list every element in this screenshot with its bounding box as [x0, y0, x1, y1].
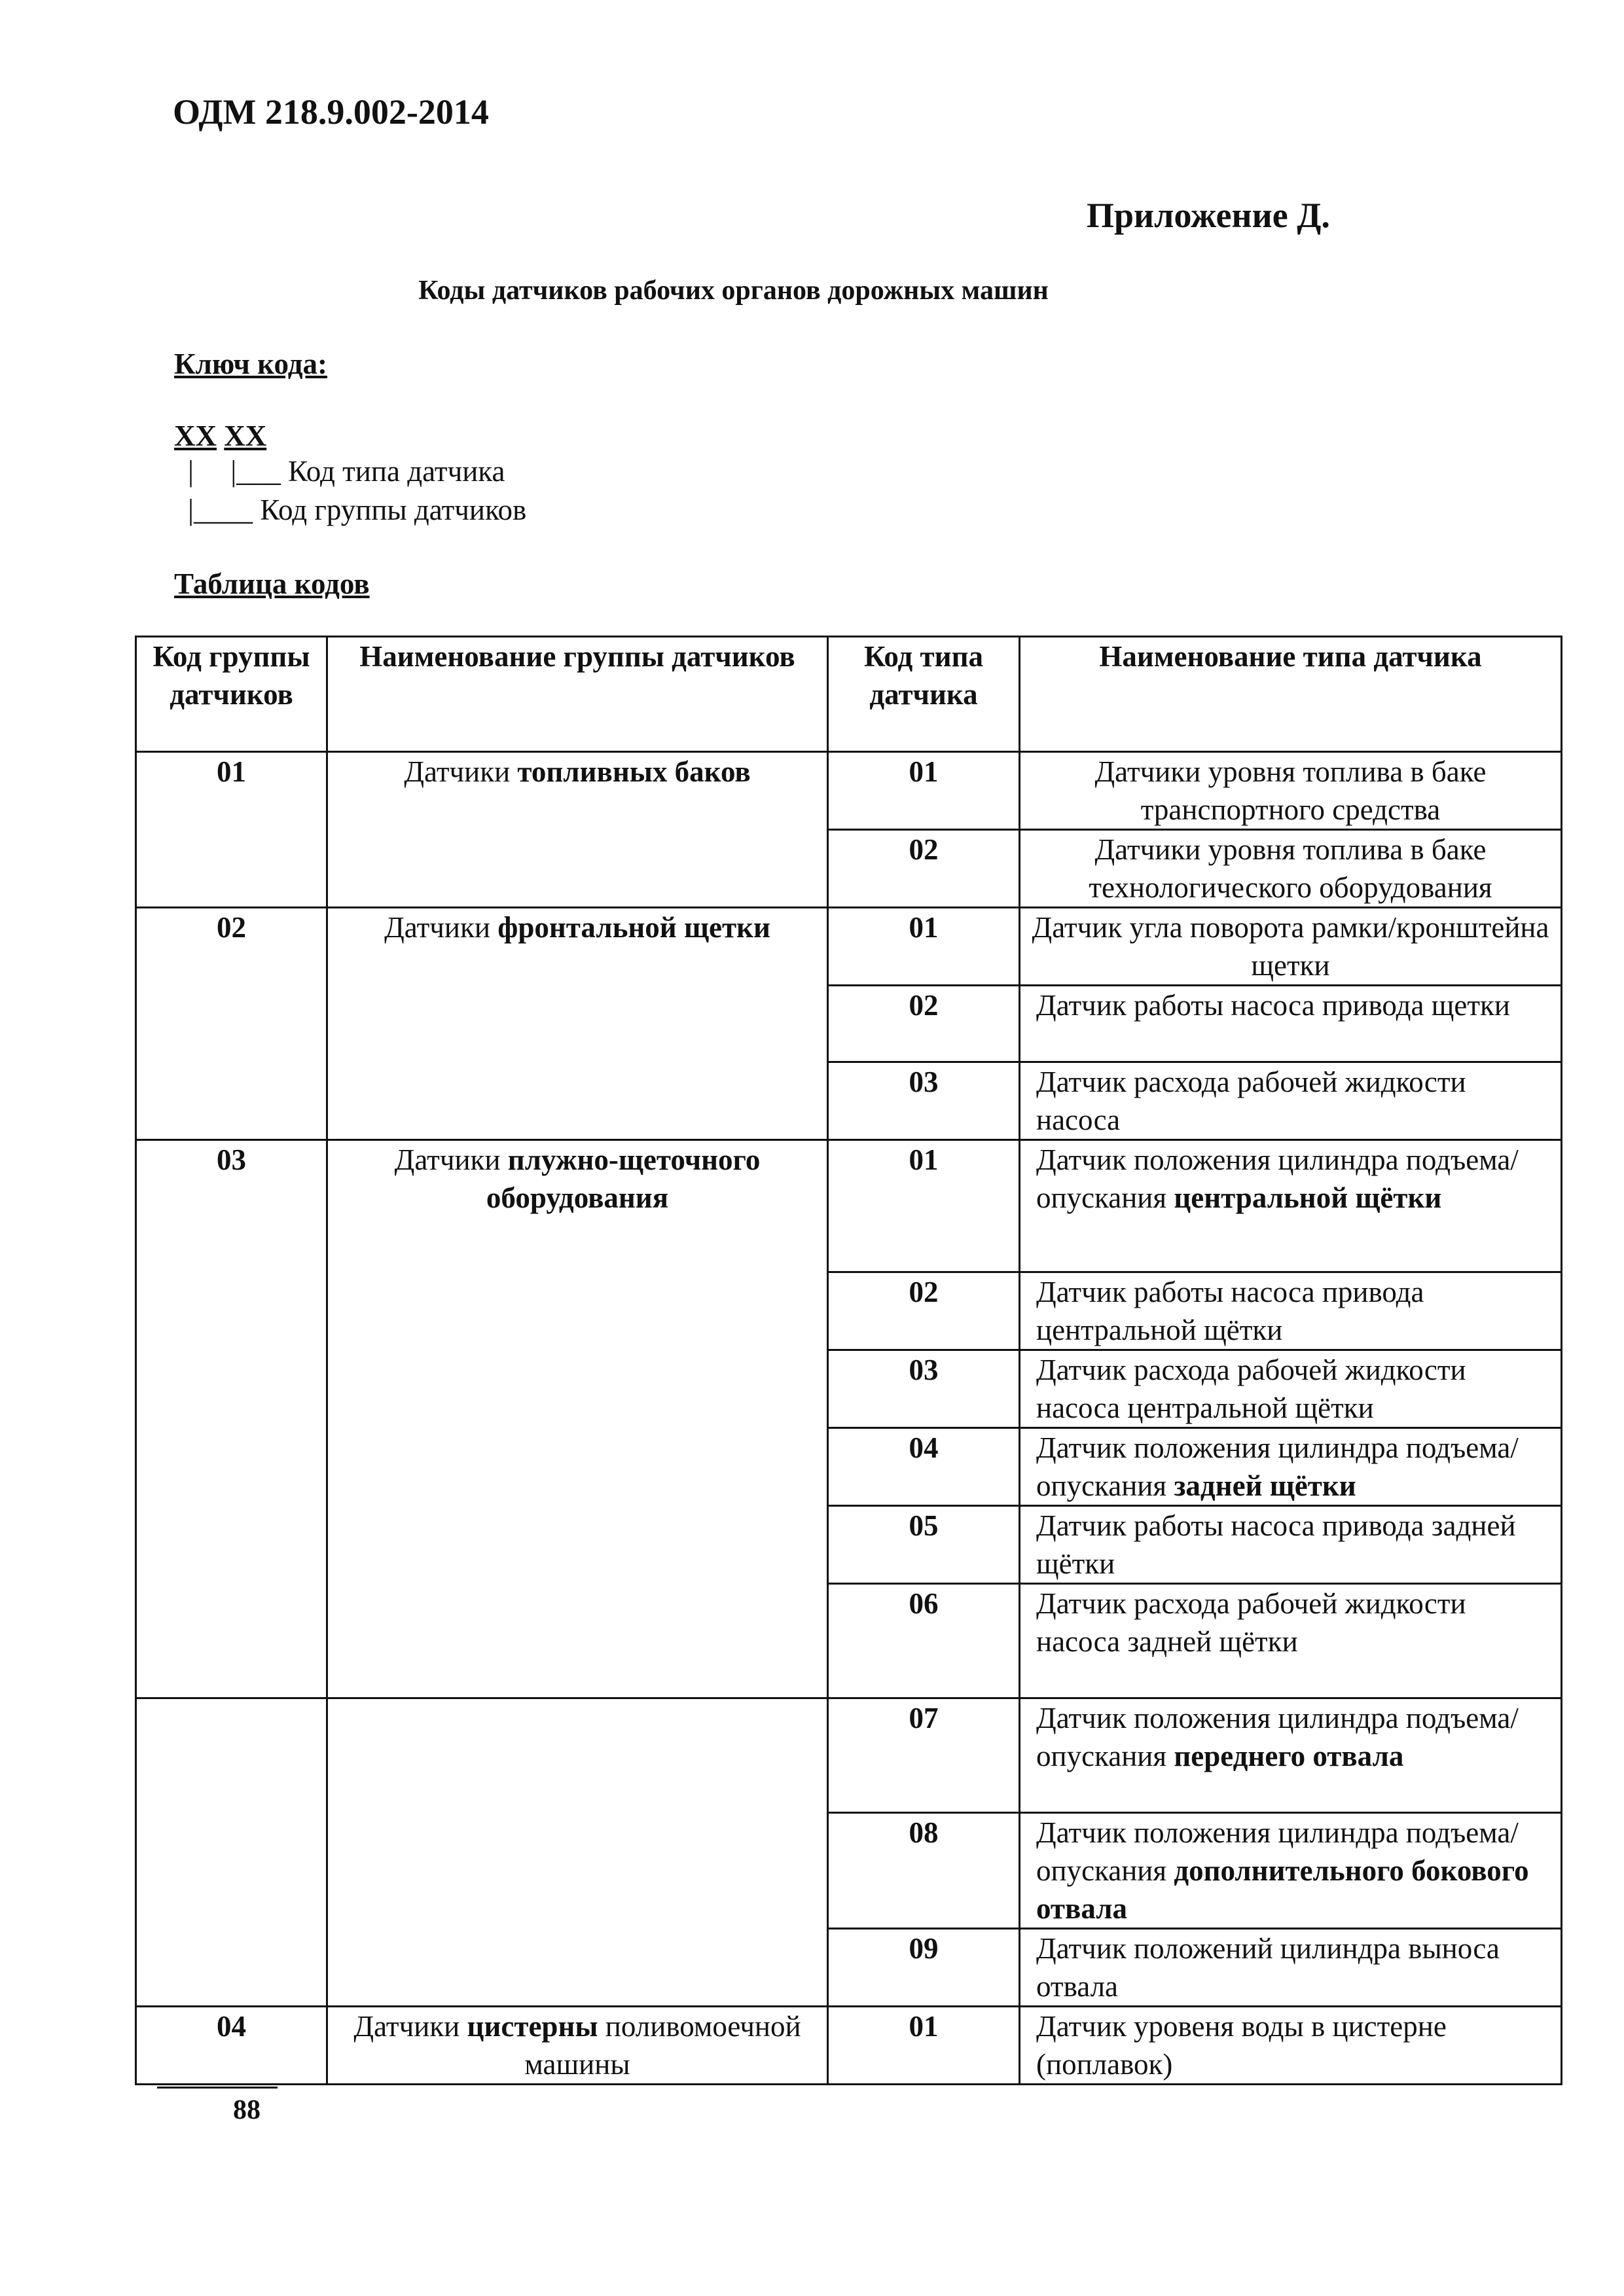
group-name-emphasis: топливных баков [517, 755, 751, 788]
code-key-group-legend: |____ Код группы датчиков [188, 493, 527, 526]
type-name-cell [1020, 1428, 1562, 1506]
header-type-code: Код типа датчика [828, 637, 1020, 752]
type-code-cell: 04 [828, 1428, 1020, 1506]
group-name-emphasis: цистерны [467, 2010, 598, 2043]
group-name-prefix: Датчики [404, 755, 518, 788]
group-name-cell [327, 752, 828, 908]
type-code-cell: 01 [828, 908, 1020, 986]
type-name-text: Датчик положения цилиндра подъема/опускания [1036, 1702, 1519, 1772]
type-name-emphasis: переднего отвала [1174, 1740, 1404, 1772]
table-body [136, 752, 1562, 2085]
type-name-cell [1020, 908, 1562, 986]
type-name-text: Датчик уровеня воды в цистерне (поплавок) [1036, 2010, 1447, 2081]
type-name-text: Датчик расхода рабочей жидкости насоса [1036, 1066, 1466, 1136]
header-group-name: Наименование группы датчиков [327, 637, 828, 752]
type-code-cell: 09 [828, 1929, 1020, 2007]
type-name-cell [1020, 1272, 1562, 1350]
type-code-cell: 02 [828, 986, 1020, 1062]
type-code-cell: 05 [828, 1506, 1020, 1584]
type-name-text: Датчик работы насоса привода задней щётки [1036, 1509, 1516, 1580]
appendix-heading: Приложение Д. [1087, 196, 1330, 235]
group-code-cell: 04 [136, 2007, 327, 2085]
group-name-prefix: Датчики [394, 1143, 508, 1176]
document-code: ОДМ 218.9.002-2014 [173, 92, 489, 132]
header-type-name: Наименование типа датчика [1020, 637, 1562, 752]
type-name-cell [1020, 1140, 1562, 1272]
type-code-cell: 07 [828, 1698, 1020, 1813]
sensor-codes-table [135, 636, 1562, 2085]
type-name-cell [1020, 830, 1562, 908]
table-row [136, 908, 1562, 986]
type-name-text: Датчик положения цилиндра подъема/опускания [1036, 1143, 1519, 1214]
group-name-suffix: поливомоечной машины [524, 2010, 801, 2081]
type-name-text: Датчик угла поворота рамки/кронштейна щетки [1032, 911, 1549, 982]
code-key-group-part: XX [174, 420, 217, 452]
group-name-cell [327, 1698, 828, 2007]
page-number: 88 [233, 2095, 261, 2125]
type-name-cell [1020, 1350, 1562, 1428]
page-title [0, 275, 1624, 306]
type-name-text: Датчик расхода рабочей жидкости насоса центральной щётки [1036, 1354, 1466, 1424]
type-name-text: Датчик положения цилиндра подъема/опускания [1036, 1431, 1519, 1502]
page-title-text: Коды датчиков рабочих органов дорожных машин [418, 276, 1049, 306]
type-name-text: Датчик положений цилиндра выноса отвала [1036, 1932, 1500, 2003]
type-code-cell: 01 [828, 2007, 1020, 2085]
type-name-emphasis: задней щётки [1174, 1469, 1356, 1502]
group-name-prefix: Датчики [353, 2010, 467, 2043]
type-name-text: Датчики уровня топлива в баке технологического оборудования [1089, 833, 1492, 904]
type-name-cell [1020, 1062, 1562, 1140]
table-label: Таблица кодов [174, 567, 370, 600]
type-name-emphasis: дополнительного бокового отвала [1036, 1854, 1529, 1925]
group-name-cell [327, 908, 828, 1140]
type-name-text: Датчик расхода рабочей жидкости насоса задней щётки [1036, 1587, 1466, 1658]
type-name-cell [1020, 1584, 1562, 1698]
type-name-text: Датчики уровня топлива в баке транспортного средства [1094, 755, 1487, 826]
code-key-type-legend: | |___ Код типа датчика [188, 455, 505, 488]
type-name-cell [1020, 1506, 1562, 1584]
table-row [136, 1140, 1562, 1272]
group-code-cell [136, 1698, 327, 2007]
group-code-cell: 02 [136, 908, 327, 1140]
table-row [136, 2007, 1562, 2085]
group-name-cell [327, 2007, 828, 2085]
type-code-cell: 01 [828, 1140, 1020, 1272]
type-name-cell [1020, 2007, 1562, 2085]
type-code-cell: 02 [828, 1272, 1020, 1350]
group-name-emphasis: фронтальной щетки [497, 911, 770, 944]
type-name-text: Датчик работы насоса привода центральной щётки [1036, 1276, 1424, 1346]
type-name-text: Датчик положения цилиндра подъема/опускания [1036, 1816, 1519, 1887]
footer-rule [157, 2087, 278, 2089]
table-row [136, 752, 1562, 830]
type-name-cell [1020, 1929, 1562, 2007]
code-key-type-part: XX [224, 420, 267, 452]
type-code-cell: 08 [828, 1813, 1020, 1929]
header-group-code: Код группы датчиков [136, 637, 327, 752]
group-name-emphasis: плужно-щеточного оборудования [486, 1143, 761, 1214]
table-header-row [136, 637, 1562, 752]
group-code-cell: 01 [136, 752, 327, 908]
type-name-cell [1020, 1698, 1562, 1813]
type-name-cell [1020, 986, 1562, 1062]
code-key-label: Ключ кода: [174, 348, 327, 380]
type-code-cell: 03 [828, 1062, 1020, 1140]
type-code-cell: 02 [828, 830, 1020, 908]
code-key-pattern [174, 419, 266, 453]
type-name-cell [1020, 752, 1562, 830]
type-code-cell: 06 [828, 1584, 1020, 1698]
group-name-cell [327, 1140, 828, 1698]
group-code-cell: 03 [136, 1140, 327, 1698]
group-name-prefix: Датчики [384, 911, 498, 944]
type-name-cell [1020, 1813, 1562, 1929]
type-code-cell: 03 [828, 1350, 1020, 1428]
type-name-emphasis: центральной щётки [1174, 1181, 1442, 1214]
type-name-text: Датчик работы насоса привода щетки [1036, 989, 1510, 1022]
table-row [136, 1698, 1562, 1813]
type-code-cell: 01 [828, 752, 1020, 830]
